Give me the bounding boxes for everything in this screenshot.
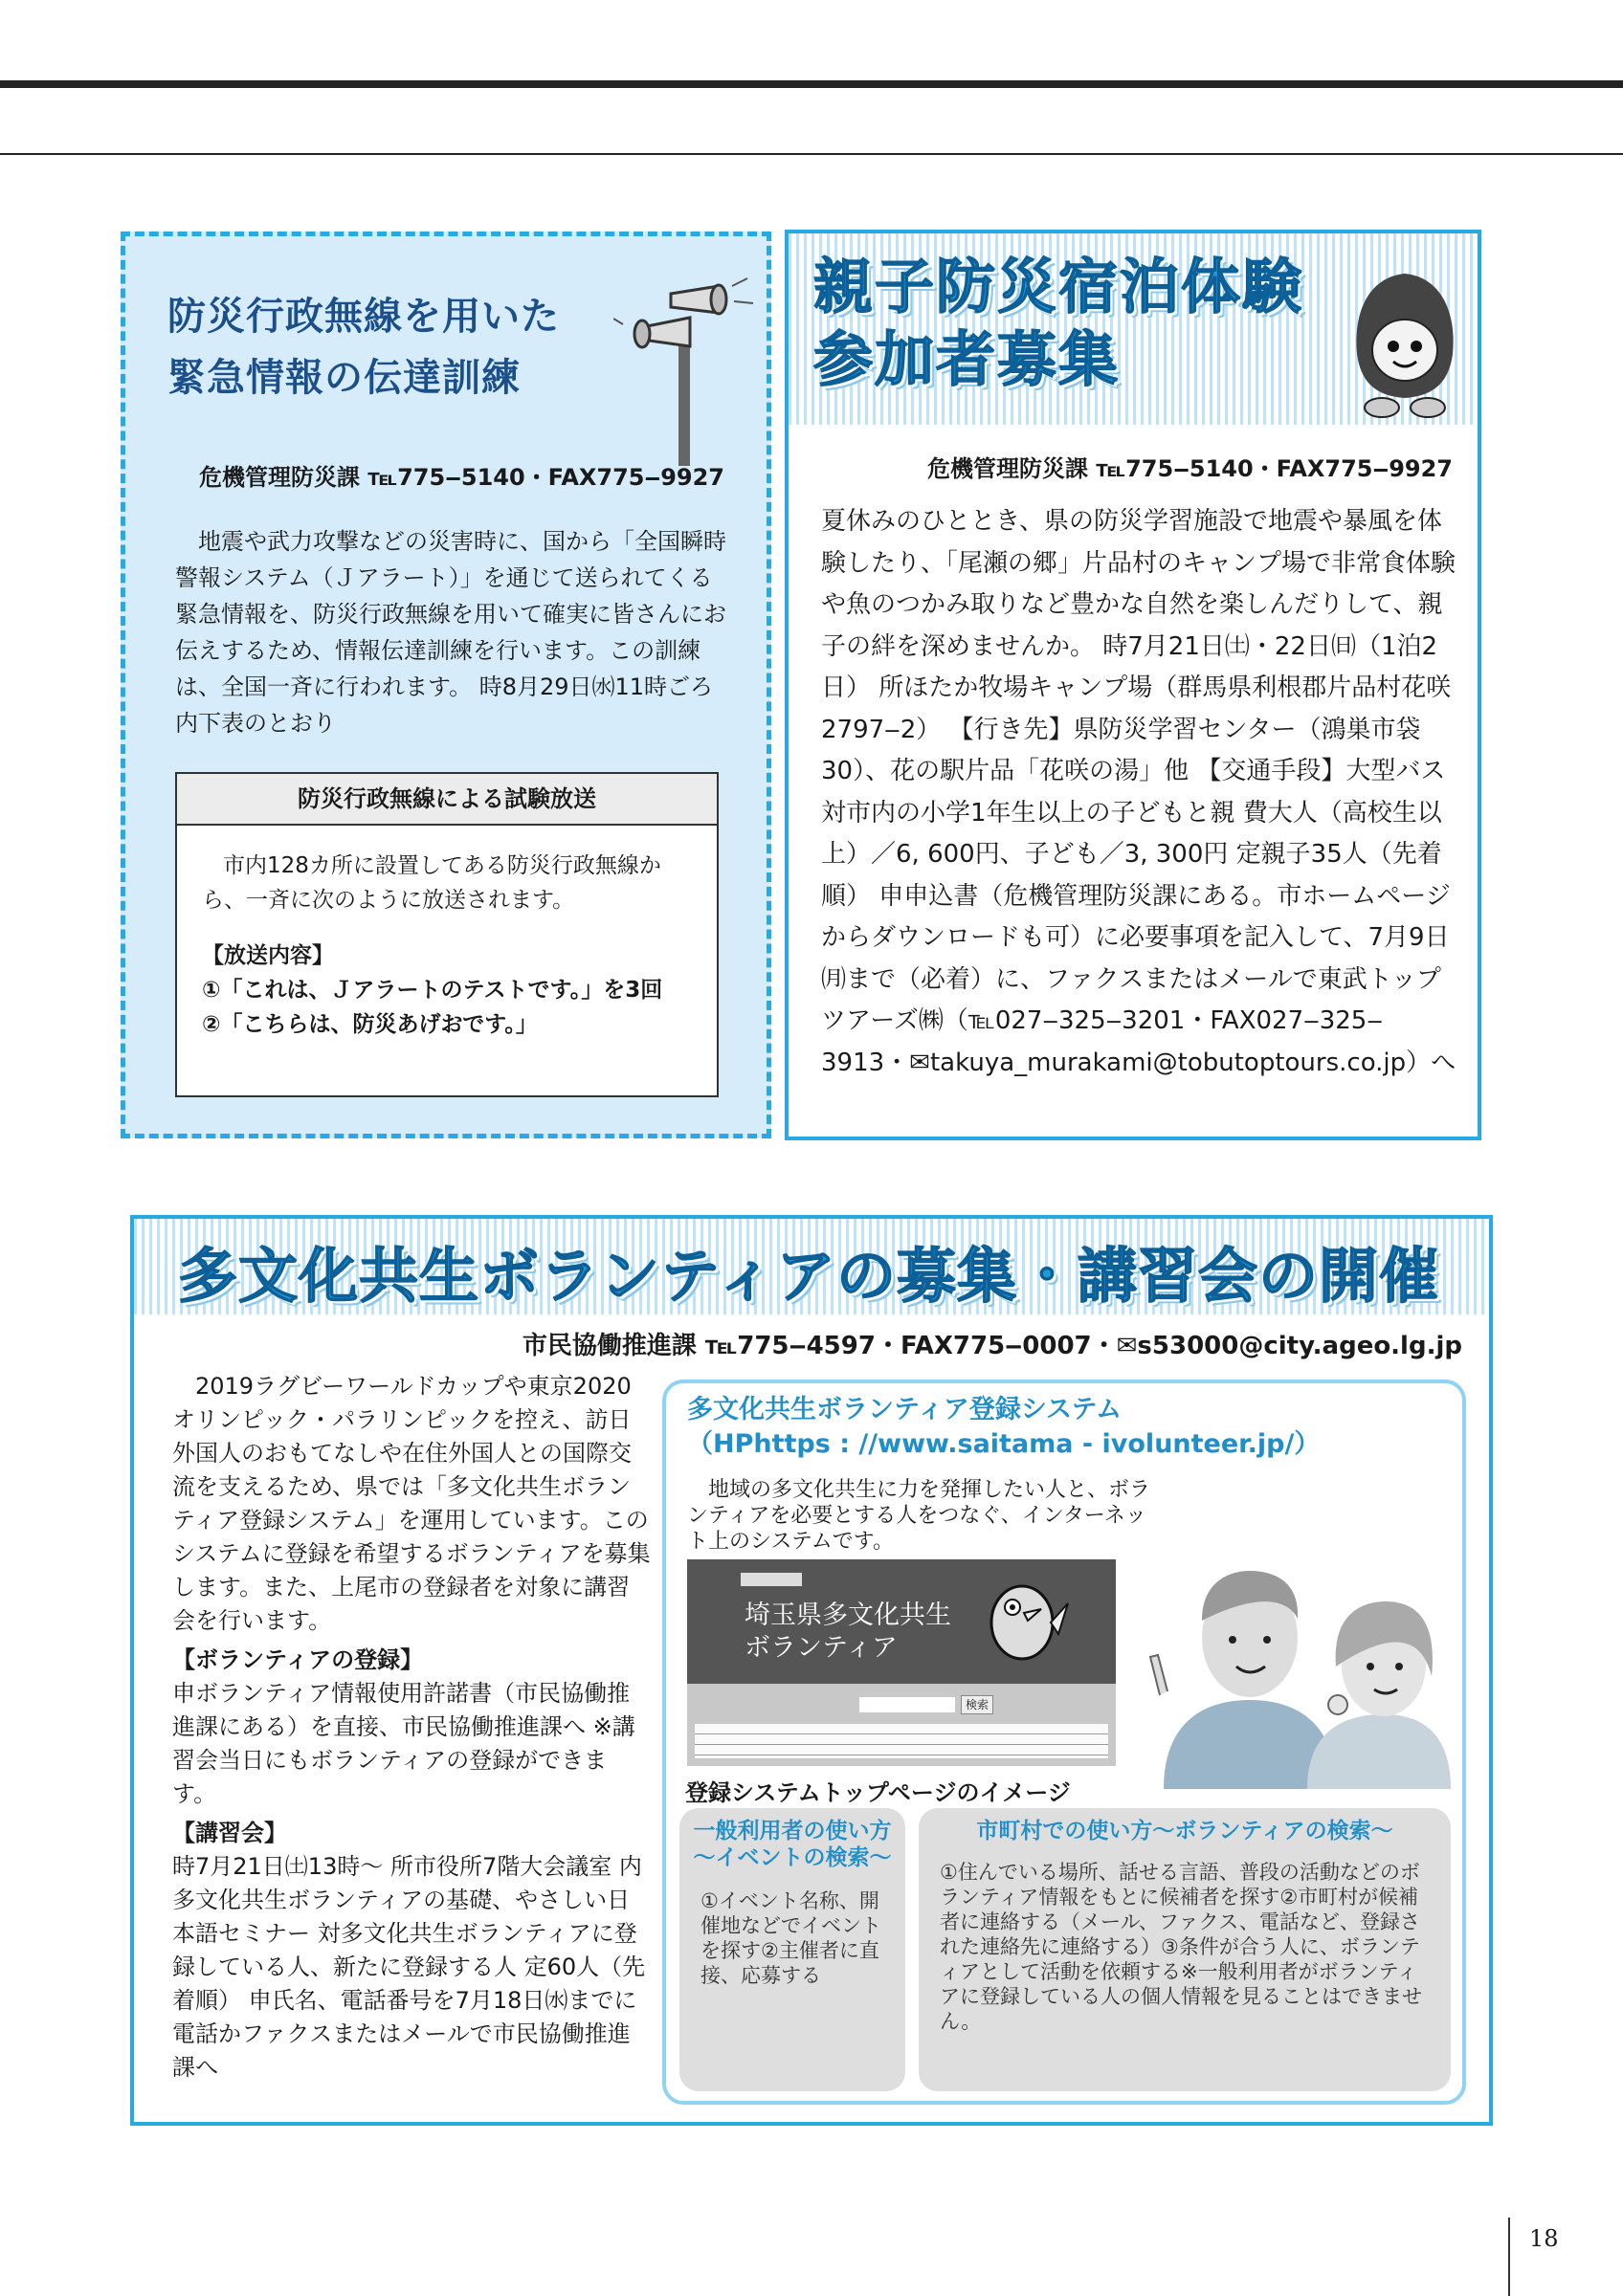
registration-heading: 【ボランティアの登録】 <box>172 1646 424 1673</box>
test-broadcast-table <box>175 772 719 1097</box>
seminar-body: 時7月21日㈯13時～ 所市役所7階大会議室 内多文化共生ボランティアの基礎、やさしい日本語セミナー 対多文化共生ボランティアに登録している人、新たに登録する人 定60人（先着順） 申氏名、電話番号を7月18日㈬までに電話かファクスまたはメールで市民協働推進課へ <box>172 1853 646 2081</box>
section1-title-line1: 防災行政無線を用いた <box>167 295 560 339</box>
section1-body: 地震や武力攻撃などの災害時に、国から「全国瞬時警報システム（Ｊアラート）」を通じて送られてくる緊急情報を、防災行政無線を用いて確実に皆さんにお伝えするため、情報伝達訓練を行います。この訓練は、全国一斉に行われます。 時8月29日㈬11時ごろ 内下表のとおり <box>175 528 726 737</box>
general-user-body: ①イベント名称、開催地などでイベントを探す②主催者に直接、応募する <box>700 1889 881 1987</box>
screenshot-search-button: 検索 <box>961 1695 993 1714</box>
system-title <box>687 1393 1320 1462</box>
section2-title-line1: 親子防災宿泊体験 <box>813 252 1304 321</box>
section1-contact: 危機管理防災課 ℡775‒5140・FAX775‒9927 <box>199 464 724 491</box>
section1-title-line2: 緊急情報の伝達訓練 <box>167 356 521 400</box>
section2-title <box>813 251 1303 396</box>
registration-system-box <box>662 1380 1466 2105</box>
municipal-guide <box>919 1808 1451 2091</box>
section2-body: 夏休みのひととき、県の防災学習施設で地震や暴風を体験したり、「尾瀬の郷」片品村のキャンプ場で非常食体験や魚のつかみ取りなど豊かな自然を楽しんだりして、親子の絆を深めませんか。 時7月21日㈯・22日㈰（1泊2日） 所ほたか牧場キャンプ場（群馬県利根郡片品村花咲2797‒2） 【行き先】県防災学習センター（鴻巣市袋30）、花の駅片品「花咲の湯」他 【交通手段】大型バス 対市内の小学1年生以上の子どもと親 費大人（高校生以上）／6, 600円、子ども／3, 300円 定親子35人（先着順） 申申込書（危機管理防災課にある。市ホームページからダウンロードも可）に必要事項を記入して、7月9日㈪まで（必着）に、ファクスまたはメールで東武トップツアーズ㈱（℡027‒325‒3201・FAX027‒325‒3913・✉takuya_murakami@tobutoptours.co.jp）へ <box>821 507 1456 1077</box>
municipal-body: ①住んでいる場所、話せる言語、普段の活動などのボランティア情報をもとに候補者を探す②市町村が候補者に連絡する（メール、ファクス、電話など、登録された連絡先に連絡する）③条件が合う人に、ボランティアとして活動を依頼する※一般利用者がボランティアに登録している人の個人情報を見ることはできません。 <box>940 1861 1422 2033</box>
section3-contact: 市民協働推進課 ℡775‒4597・FAX775‒0007・✉s53000@city.ageo.lg.jp <box>522 1332 1462 1360</box>
broadcast-item-2: ②「こちらは、防災あげおです。」 <box>202 1012 538 1037</box>
screenshot-caption: 登録システムトップページのイメージ <box>685 1779 1071 1806</box>
header-rule-thin <box>0 153 1623 155</box>
system-description: 地域の多文化共生に力を発揮したい人と、ボランティアを必要とする人をつなぐ、インターネット上のシステムです。 <box>687 1478 1151 1554</box>
broadcast-content-heading: 【放送内容】 <box>202 943 334 968</box>
loudspeaker-icon <box>613 275 757 466</box>
system-screenshot <box>687 1559 1116 1766</box>
municipal-heading: 市町村での使い方～ボランティアの検索～ <box>976 1819 1393 1843</box>
screenshot-title <box>745 1600 951 1665</box>
screenshot-search-input <box>859 1697 955 1712</box>
system-url-link[interactable]: （HPhttps : //www.saitama - ivolunteer.jp/） <box>687 1429 1321 1459</box>
header-rule-thick <box>0 80 1623 88</box>
section3-main-text <box>172 1370 746 2085</box>
multicultural-volunteer-section <box>130 1215 1493 2126</box>
mascot-hood-icon <box>1347 268 1462 421</box>
screenshot-title-line2: ボランティア <box>745 1633 898 1663</box>
screenshot-logo <box>741 1573 802 1586</box>
broadcast-item-1: ①「これは、Ｊアラートのテストです。」を3回 <box>202 978 663 1003</box>
section2-contact: 危機管理防災課 ℡775‒5140・FAX775‒9927 <box>927 455 1453 482</box>
test-broadcast-heading: 防災行政無線による試験放送 <box>177 774 717 826</box>
disaster-radio-drill-section <box>121 232 771 1138</box>
section3-intro: 2019ラグビーワールドカップや東京2020オリンピック・パラリンピックを控え、訪日外国人のおもてなしや在住外国人との国際交流を支えるため、県では「多文化共生ボランティア登録システム」を運用しています。このシステムに登録を希望するボランティアを募集します。また、上尾市の登録者を対象に講習会を行います。 <box>172 1373 651 1634</box>
section3-title: 多文化共生ボランティアの募集・講習会の開催 <box>178 1241 1440 1311</box>
section2-title-line2: 参加者募集 <box>813 324 1121 394</box>
section1-title <box>167 286 560 408</box>
mascot-bird-icon <box>974 1565 1070 1670</box>
page-number-rule <box>1508 2218 1510 2296</box>
registration-body: 申ボランティア情報使用許諾書（市民協働推進課にある）を直接、市民協働推進課へ ※講習会当日にもボランティアの登録ができます。 <box>172 1680 635 1807</box>
screenshot-result-rows <box>695 1724 1108 1758</box>
page-number: 18 <box>1529 2225 1559 2252</box>
volunteers-illustration <box>1145 1533 1451 1789</box>
screenshot-title-line1: 埼玉県多文化共生 <box>745 1601 951 1630</box>
family-disaster-camp-section <box>785 230 1481 1140</box>
general-user-guide <box>679 1808 905 2091</box>
seminar-heading: 【講習会】 <box>172 1820 287 1846</box>
test-broadcast-intro: 市内128カ所に設置してある防災行政無線から、一斉に次のように放送されます。 <box>202 853 661 913</box>
system-title-text: 多文化共生ボランティア登録システム <box>687 1395 1123 1424</box>
general-user-heading: 一般利用者の使い方～イベントの検索～ <box>693 1819 892 1870</box>
